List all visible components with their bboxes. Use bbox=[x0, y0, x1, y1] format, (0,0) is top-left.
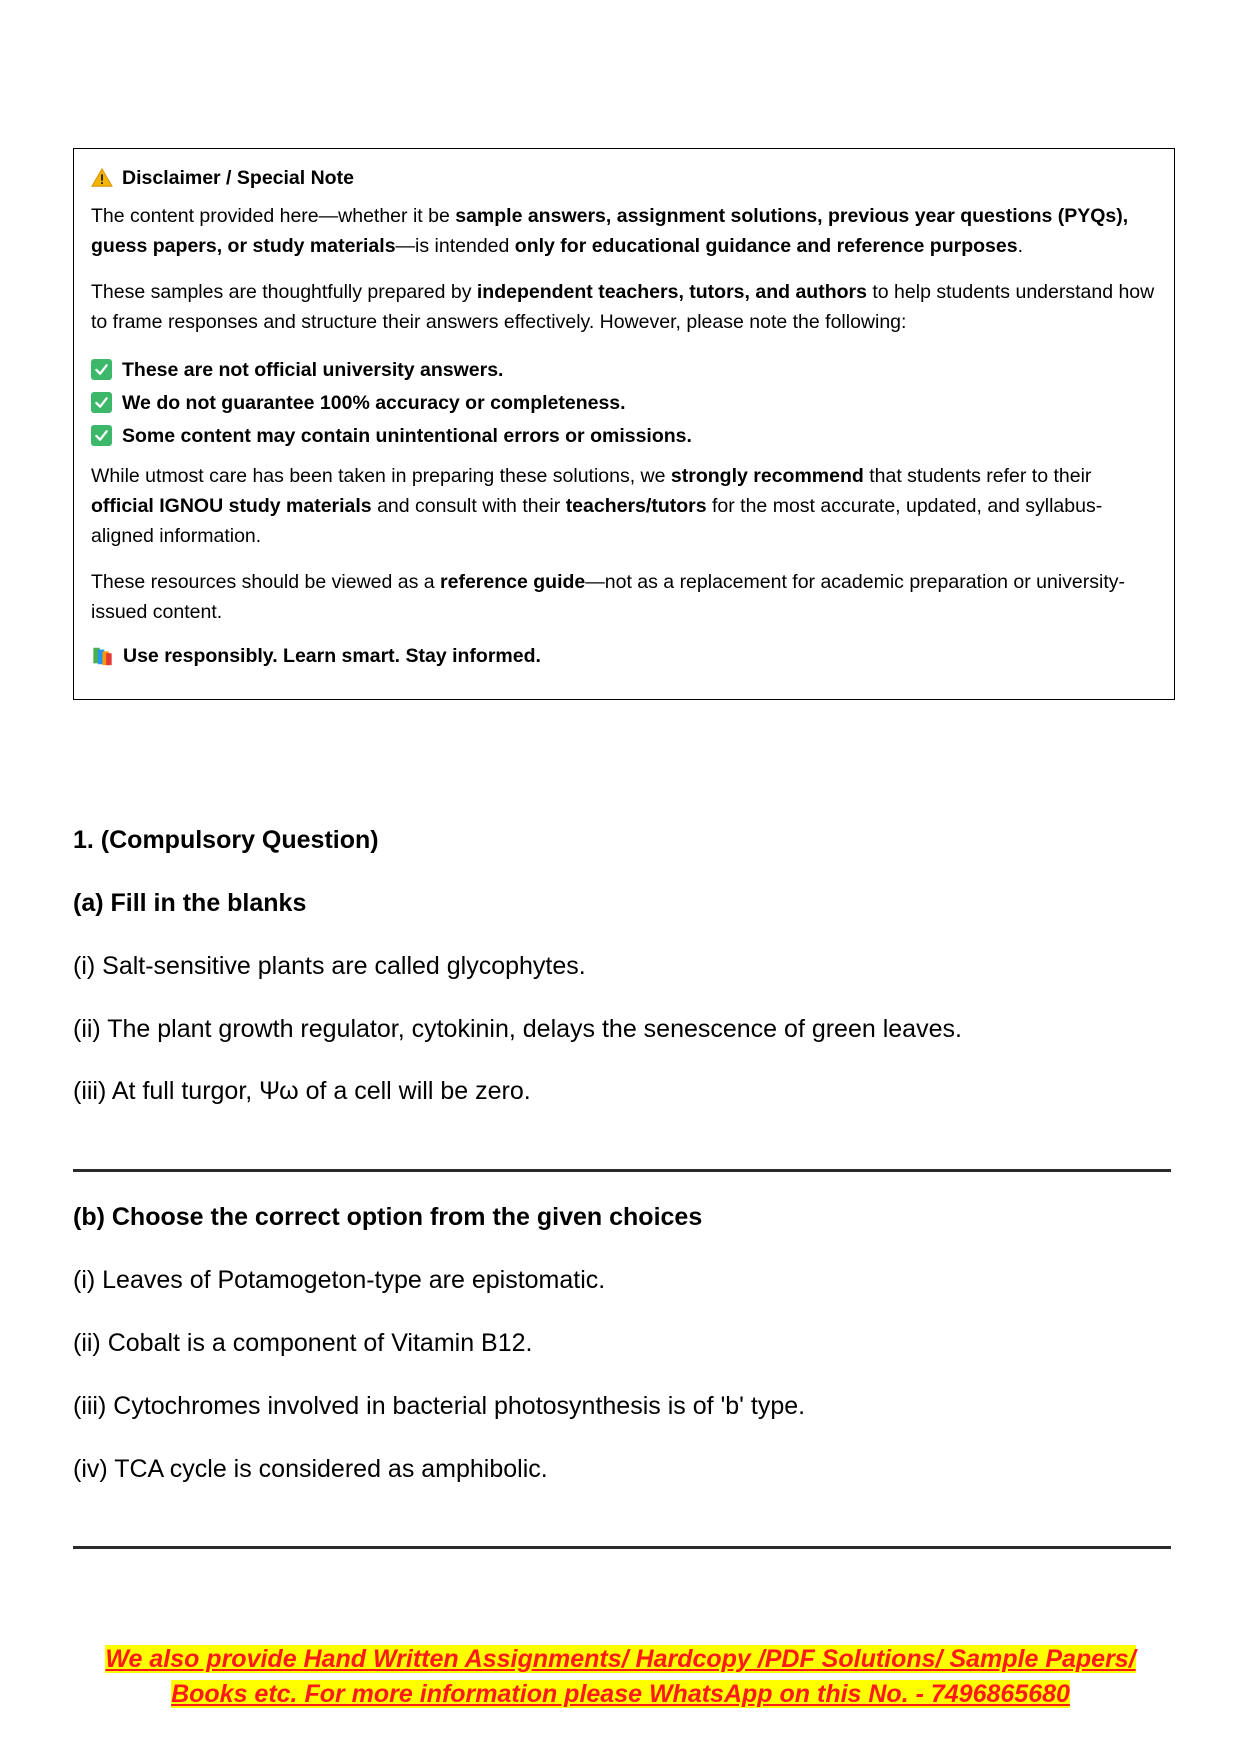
check-item: These are not official university answers. bbox=[91, 353, 1156, 386]
divider bbox=[73, 1169, 1171, 1172]
disclaimer-paragraph-2: These samples are thoughtfully prepared by independent teachers, tutors, and authors to help students understand how to frame responses and structure their answers effectively. However, please note the following: bbox=[91, 281, 1155, 333]
check-item: We do not guarantee 100% accuracy or completeness. bbox=[91, 386, 1156, 419]
checkmark-icon bbox=[91, 425, 112, 446]
question-heading: 1. (Compulsory Question) bbox=[73, 826, 379, 854]
disclaimer-box bbox=[73, 148, 1175, 700]
promo-line-1: We also provide Hand Written Assignments/ Hardcopy /PDF Solutions/ Sample Papers/ bbox=[105, 1645, 1136, 1673]
part-a-heading: (a) Fill in the blanks bbox=[73, 889, 307, 917]
check-list bbox=[91, 353, 1156, 452]
checkmark-icon bbox=[91, 359, 112, 380]
list-item: (iii) At full turgor, Ψω of a cell will be zero. bbox=[73, 1077, 531, 1105]
disclaimer-closing: Use responsibly. Learn smart. Stay informed. bbox=[91, 641, 1156, 671]
disclaimer-paragraph-4: These resources should be viewed as a reference guide—not as a replacement for academic preparation or university-issued content. bbox=[91, 571, 1126, 623]
warning-icon bbox=[91, 167, 113, 189]
list-item: (ii) Cobalt is a component of Vitamin B12. bbox=[73, 1329, 533, 1357]
list-item: (ii) The plant growth regulator, cytokinin, delays the senescence of green leaves. bbox=[73, 1015, 962, 1043]
part-b-heading: (b) Choose the correct option from the given choices bbox=[73, 1203, 703, 1231]
disclaimer-paragraph-3: While utmost care has been taken in preparing these solutions, we strongly recommend that students refer to their official IGNOU study materials and consult with their teachers/tutors for the most accurate, updated, and syllabus-aligned information. bbox=[91, 465, 1103, 547]
checkmark-icon bbox=[91, 392, 112, 413]
list-item: (i) Leaves of Potamogeton-type are epistomatic. bbox=[73, 1266, 606, 1294]
check-item: Some content may contain unintentional errors or omissions. bbox=[91, 419, 1156, 452]
promo-banner bbox=[0, 1642, 1241, 1712]
promo-line-2: Books etc. For more information please WhatsApp on this No. - 7496865680 bbox=[171, 1680, 1070, 1708]
list-item: (i) Salt-sensitive plants are called glycophytes. bbox=[73, 952, 586, 980]
disclaimer-title: Disclaimer / Special Note bbox=[91, 163, 1156, 193]
list-item: (iii) Cytochromes involved in bacterial photosynthesis is of 'b' type. bbox=[73, 1392, 806, 1420]
books-icon bbox=[91, 645, 114, 667]
disclaimer-paragraph-1: The content provided here—whether it be sample answers, assignment solutions, previous year questions (PYQs), guess papers, or study materials—is intended only for educational guidance and reference purposes. bbox=[91, 205, 1129, 257]
list-item: (iv) TCA cycle is considered as amphibolic. bbox=[73, 1455, 548, 1483]
divider bbox=[73, 1546, 1171, 1549]
